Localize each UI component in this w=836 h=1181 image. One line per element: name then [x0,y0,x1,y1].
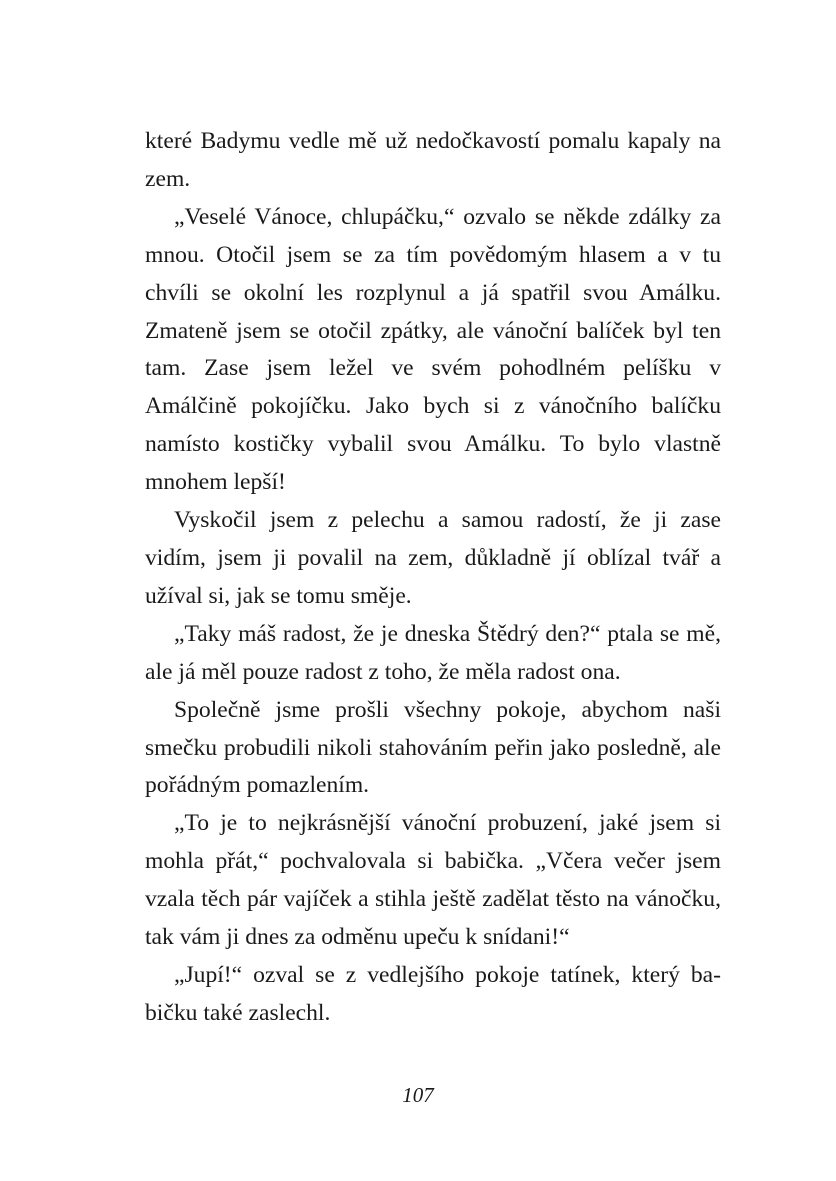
paragraph: „To je to nejkrásnější vánoční probuzení, jaké jsem si mohla přát,“ pochvalovala si babička. „Včera večer jsem vzala těch pár vajíček a stihla ještě zadělat těsto na vánočku, tak vám ji dnes za odměnu upeču k snídani!“ [145,810,721,951]
page-number: 107 [402,1083,434,1107]
body-text [145,123,721,1033]
paragraph: které Badymu vedle mě už nedočkavostí pomalu kapaly na zem. [145,128,721,192]
paragraph: „Veselé Vánoce, chlupáčku,“ ozvalo se někde zdálky za mnou. Otočil jsem se za tím povědomým hlasem a v tu chvíli se okolní les rozplynul a já spatřil svou Amálku. Zmateně jsem se otočil zpátky, ale vánoční balíček byl ten tam. Zase jsem ležel ve svém pohodlném pelíšku v Amálčině pokojíčku. Jako bych si z vánočního balíčku namísto kostičky vybalil svou Amálku. To bylo vlastně mnohem lepší! [145,203,721,496]
paragraph: Společně jsme prošli všechny pokoje, abychom naši smečku probudili nikoli stahováním peřin jako posledně, ale pořádným pomazlením. [145,696,721,799]
paragraph: Vyskočil jsem z pelechu a samou radostí, že ji zase vidím, jsem ji povalil na zem, důkladně jí oblízal tvář a užíval si, jak se tomu směje. [145,507,721,609]
paragraph: „Jupí!“ ozval se z vedlejšího pokoje tatínek, který babičku také zaslechl. [145,961,721,1026]
paragraph: „Taky máš radost, že je dneska Štědrý den?“ ptala se mě, ale já měl pouze radost z toho, že měla radost ona. [145,620,721,685]
